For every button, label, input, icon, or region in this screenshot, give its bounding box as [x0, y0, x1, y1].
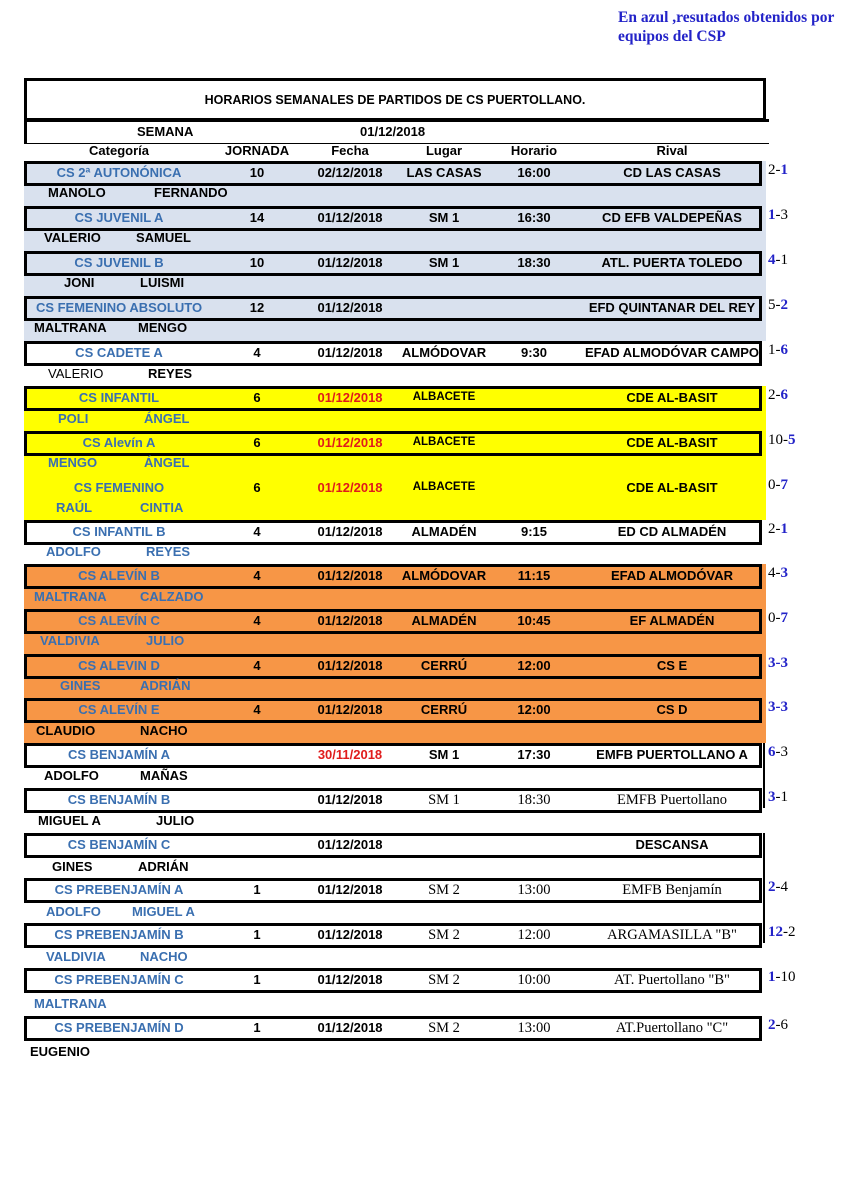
row-score: [768, 789, 788, 806]
row-jornada: 1: [253, 1020, 261, 1035]
player-1: MENGO: [48, 455, 98, 470]
row-horario: 10:00: [517, 972, 551, 988]
row-lugar: ALBACETE: [412, 481, 476, 493]
row-fecha: 01/12/2018: [317, 882, 383, 897]
players-row: [24, 721, 766, 741]
player-1: RAÚL: [56, 500, 93, 515]
row-lugar: SM 1: [428, 210, 460, 225]
player-2: REYES: [148, 366, 193, 381]
row-score: [768, 924, 796, 941]
player-2: NACHO: [140, 723, 188, 738]
player-2: CINTIA: [140, 500, 184, 515]
row-rival: CD EFB VALDEPEÑAS: [602, 210, 742, 225]
row-score: [768, 207, 788, 224]
player-1: ADOLFO: [46, 544, 101, 559]
row-fecha: 01/12/2018: [317, 702, 383, 717]
players-row: [24, 766, 766, 786]
row-score: [768, 432, 796, 449]
score-part-b: -3: [775, 744, 788, 760]
score-part-b: 6: [780, 387, 788, 403]
players-row: [24, 409, 766, 429]
row-category: CS JUVENIL A: [74, 210, 164, 225]
row-jornada: 10: [249, 255, 265, 270]
player-1: JONI: [64, 275, 95, 290]
row-rival: EMFB Puertollano: [617, 792, 727, 808]
player-1: ADOLFO: [44, 768, 99, 783]
players-row: [24, 498, 766, 518]
row-category: CS PREBENJAMÍN A: [54, 882, 184, 897]
row-lugar: CERRÚ: [420, 658, 468, 673]
player-2: MAÑAS: [140, 768, 188, 783]
row-score: [768, 252, 788, 269]
row-lugar: ALBACETE: [412, 391, 476, 403]
score-part-a: 4-: [768, 565, 781, 581]
score-part-b: 3: [780, 565, 788, 581]
row-category: CS CADETE A: [75, 345, 163, 360]
row-fecha: 01/12/2018: [317, 658, 383, 673]
row-jornada: 10: [249, 165, 265, 180]
row-category: CS ALEVÍN C: [78, 613, 160, 628]
player-2: MENGO: [138, 320, 188, 335]
row-jornada: 4: [253, 345, 261, 360]
header-fecha: Fecha: [331, 143, 369, 158]
row-rival: CDE AL-BASIT: [626, 480, 718, 495]
score-part-b: -1: [775, 789, 788, 805]
row-lugar: SM 1: [428, 255, 460, 270]
score-part-b: -6: [775, 1017, 788, 1033]
row-rival: ED CD ALMADÉN: [617, 524, 727, 539]
row-lugar: SM 2: [428, 882, 460, 898]
row-fecha: 02/12/2018: [317, 165, 383, 180]
row-jornada: 6: [253, 390, 261, 405]
score-part-b: -10: [775, 969, 796, 985]
score-part-b: -1: [775, 252, 788, 268]
players-row: [24, 587, 766, 607]
row-lugar: ALBACETE: [412, 436, 476, 448]
row-horario: 12:00: [517, 927, 551, 943]
players-row: [24, 994, 766, 1014]
row-rival: AT.Puertollano "C": [615, 1020, 729, 1036]
players-row: [24, 902, 766, 922]
row-score: [768, 744, 788, 761]
score-part-a: 1: [768, 969, 776, 985]
row-lugar: ALMÓDOVAR: [401, 345, 487, 360]
row-fecha: 01/12/2018: [317, 345, 383, 360]
row-lugar: CERRÚ: [420, 702, 468, 717]
player-1: GINES: [52, 859, 93, 874]
score-part-b: 1: [780, 162, 788, 178]
row-rival: CS D: [656, 702, 688, 717]
row-fecha: 01/12/2018: [317, 613, 383, 628]
score-part-a: 2-: [768, 387, 781, 403]
player-2: MIGUEL A: [132, 904, 195, 919]
header-lugar: Lugar: [425, 143, 463, 158]
players-row: [24, 364, 766, 384]
score-part-b: -3: [775, 207, 788, 223]
row-category: CS PREBENJAMÍN C: [54, 972, 184, 987]
player-1: VALERIO: [44, 230, 101, 245]
last-players: EUGENIO: [30, 1044, 90, 1059]
score-part-a: 10-: [768, 432, 788, 448]
score-part-b: 1: [780, 521, 788, 537]
row-rival: CD LAS CASAS: [623, 165, 721, 180]
row-fecha: 01/12/2018: [317, 1020, 383, 1035]
score-part-a: 12: [768, 924, 783, 940]
score-part-a: 3: [768, 789, 776, 805]
player-2: NACHO: [140, 949, 188, 964]
score-part-a: 6: [768, 744, 776, 760]
player-2: SAMUEL: [136, 230, 191, 245]
row-rival: ATL. PUERTA TOLEDO: [601, 255, 743, 270]
row-lugar: LAS CASAS: [406, 165, 482, 180]
row-lugar: ALMÓDOVAR: [401, 568, 487, 583]
row-rival: AT. Puertollano "B": [614, 972, 730, 988]
row-score: [768, 879, 788, 896]
row-fecha: 01/12/2018: [317, 972, 383, 987]
row-category: CS 2ª AUTONÓNICA: [56, 165, 182, 180]
players-row: [24, 811, 766, 831]
player-1: POLI: [58, 411, 89, 426]
row-category: CS BENJAMÍN B: [67, 792, 171, 807]
players-row: [24, 947, 766, 967]
row-lugar: SM 2: [428, 927, 460, 943]
players-row: [24, 453, 766, 473]
row-score: [768, 1017, 788, 1034]
score-part-b: 7: [780, 610, 788, 626]
row-horario: 16:30: [517, 210, 551, 225]
row-score: [768, 655, 788, 672]
legend-note: En azul ,resutados obtenidos por equipos del CSP: [618, 9, 835, 45]
row-fecha: 01/12/2018: [317, 390, 383, 405]
row-lugar: ALMADÉN: [411, 524, 477, 539]
score-part-a: 5-: [768, 297, 781, 313]
players-row: [24, 183, 766, 203]
row-lugar: ALMADÉN: [411, 613, 477, 628]
row-fecha: 01/12/2018: [317, 524, 383, 539]
row-jornada: 6: [253, 435, 261, 450]
title-text: HORARIOS SEMANALES DE PARTIDOS DE CS PUERTOLLANO.: [204, 92, 586, 107]
player-1: MALTRANA: [34, 589, 107, 604]
players-row: [24, 273, 766, 293]
page-title: [24, 78, 766, 121]
row-fecha: 01/12/2018: [317, 480, 383, 495]
row-fecha: 01/12/2018: [317, 837, 383, 852]
row-fecha: 01/12/2018: [317, 210, 383, 225]
row-horario: 10:45: [517, 613, 551, 628]
row-category: CS INFANTIL B: [72, 524, 166, 539]
row-horario: 16:00: [517, 165, 551, 180]
row-score: [768, 162, 788, 179]
row-category: CS PREBENJAMÍN B: [54, 927, 184, 942]
player-1: GINES: [60, 678, 101, 693]
row-fecha: 01/12/2018: [317, 568, 383, 583]
row-horario: 18:30: [517, 792, 551, 808]
row-rival: CDE AL-BASIT: [626, 435, 718, 450]
row-lugar: SM 2: [428, 1020, 460, 1036]
row-category: CS JUVENIL B: [74, 255, 164, 270]
player-2: JULIO: [146, 633, 185, 648]
row-horario: 9:30: [520, 345, 548, 360]
row-fecha: 30/11/2018: [317, 747, 383, 762]
player-1: MALTRANA: [34, 320, 107, 335]
players-row: [24, 542, 766, 562]
row-fecha: 01/12/2018: [317, 300, 383, 315]
row-score: [768, 969, 796, 986]
row-rival: EFD QUINTANAR DEL REY: [588, 300, 756, 315]
row-rival: EFAD ALMODÓVAR: [610, 568, 734, 583]
row-jornada: 4: [253, 702, 261, 717]
score-part-b: 5: [788, 432, 796, 448]
row-score: [768, 610, 788, 627]
players-row: [24, 676, 766, 696]
header-jornada: JORNADA: [224, 143, 290, 158]
table-right-border: [763, 878, 765, 943]
score-part-a: 1-: [768, 342, 781, 358]
score-part-a: 4: [768, 252, 776, 268]
row-category: CS INFANTIL: [78, 390, 160, 405]
row-jornada: 14: [249, 210, 265, 225]
row-lugar: SM 2: [428, 972, 460, 988]
score-part-b: 7: [780, 477, 788, 493]
player-1: MIGUEL A: [38, 813, 101, 828]
row-category: CS BENJAMÍN C: [67, 837, 171, 852]
score-part-b: -4: [775, 879, 788, 895]
player-2: REYES: [146, 544, 191, 559]
row-horario: 12:00: [517, 658, 551, 673]
row-jornada: 6: [253, 480, 261, 495]
row-score: [768, 521, 788, 538]
player-2: ADRIÁN: [140, 678, 191, 693]
row-score: [768, 565, 788, 582]
row-fecha: 01/12/2018: [317, 927, 383, 942]
player-2: ADRIÁN: [138, 859, 189, 874]
row-rival: EFAD ALMODÓVAR CAMPO: [584, 345, 760, 360]
row-horario: 9:15: [520, 524, 548, 539]
row-score: [768, 297, 788, 314]
score-part-a: 2: [768, 1017, 776, 1033]
week-label: SEMANA: [137, 124, 194, 139]
row-rival: CS E: [656, 658, 688, 673]
players-row: [24, 318, 766, 338]
score-part-a: 2: [768, 879, 776, 895]
row-rival: DESCANSA: [635, 837, 709, 852]
row-category: CS BENJAMÍN A: [67, 747, 171, 762]
row-jornada: 12: [249, 300, 265, 315]
score-part-a: 0-: [768, 477, 781, 493]
score-part-b: -2: [783, 924, 796, 940]
row-category: CS FEMENINO: [73, 480, 165, 495]
score-part-b: 2: [780, 297, 788, 313]
row-horario: 13:00: [517, 1020, 551, 1036]
player-2: FERNANDO: [154, 185, 228, 200]
row-rival: ARGAMASILLA "B": [607, 927, 737, 943]
row-horario: 11:15: [517, 568, 551, 583]
score-part-a: 3-3: [768, 699, 788, 715]
player-2: LUISMI: [140, 275, 185, 290]
row-jornada: 4: [253, 524, 261, 539]
header-categoria: Categoría: [89, 143, 149, 158]
row-score: [768, 342, 788, 359]
header-rival: Rival: [656, 143, 688, 158]
player-2: ÁNGEL: [144, 411, 190, 426]
row-jornada: 1: [253, 882, 261, 897]
player-2: CALZADO: [140, 589, 204, 604]
row-category: CS Alevín A: [82, 435, 156, 450]
row-lugar: SM 1: [428, 747, 460, 762]
row-horario: 17:30: [517, 747, 551, 762]
row-score: [768, 387, 788, 404]
row-score: [768, 699, 788, 716]
row-category: CS FEMENINO ABSOLUTO: [35, 300, 203, 315]
player-1: VALDIVIA: [40, 633, 100, 648]
header-horario: Horario: [510, 143, 558, 158]
row-horario: 12:00: [517, 702, 551, 717]
player-2: JULIO: [156, 813, 195, 828]
week-date: 01/12/2018: [360, 124, 426, 139]
score-part-a: 1: [768, 207, 776, 223]
row-lugar: SM 1: [428, 792, 460, 808]
score-part-a: 0-: [768, 610, 781, 626]
row-jornada: 1: [253, 972, 261, 987]
player-1: MANOLO: [48, 185, 106, 200]
players-row: [24, 857, 766, 877]
table-header: [24, 141, 766, 159]
row-horario: 13:00: [517, 882, 551, 898]
row-category: CS ALEVÍN E: [78, 702, 160, 717]
row-jornada: 1: [253, 927, 261, 942]
player-1: VALDIVIA: [46, 949, 106, 964]
row-jornada: 4: [253, 613, 261, 628]
row-category: CS ALEVIN D: [78, 658, 160, 673]
score-part-a: 2-: [768, 162, 781, 178]
row-fecha: 01/12/2018: [317, 255, 383, 270]
row-fecha: 01/12/2018: [317, 792, 383, 807]
player-1: VALERIO: [48, 366, 104, 381]
players-row: [24, 228, 766, 248]
players-row: [24, 631, 766, 651]
player-2: ÁNGEL: [144, 455, 190, 470]
player-1: ADOLFO: [46, 904, 101, 919]
row-fecha: 01/12/2018: [317, 435, 383, 450]
row-rival: EMFB PUERTOLLANO A: [596, 747, 748, 762]
row-jornada: 4: [253, 658, 261, 673]
score-part-a: 3-3: [768, 655, 788, 671]
row-rival: EMFB Benjamín: [622, 882, 722, 898]
row-rival: EF ALMADÉN: [629, 613, 715, 628]
row-score: [768, 477, 788, 494]
player-1: CLAUDIO: [36, 723, 96, 738]
row-horario: 18:30: [517, 255, 551, 270]
table-right-border: [763, 743, 765, 808]
row-category: CS PREBENJAMÍN D: [54, 1020, 184, 1035]
row-rival: CDE AL-BASIT: [626, 390, 718, 405]
row-jornada: 4: [253, 568, 261, 583]
row-category: CS ALEVÍN B: [78, 568, 160, 583]
score-part-a: 2-: [768, 521, 781, 537]
score-part-b: 6: [780, 342, 788, 358]
player-1: MALTRANA: [34, 996, 107, 1011]
